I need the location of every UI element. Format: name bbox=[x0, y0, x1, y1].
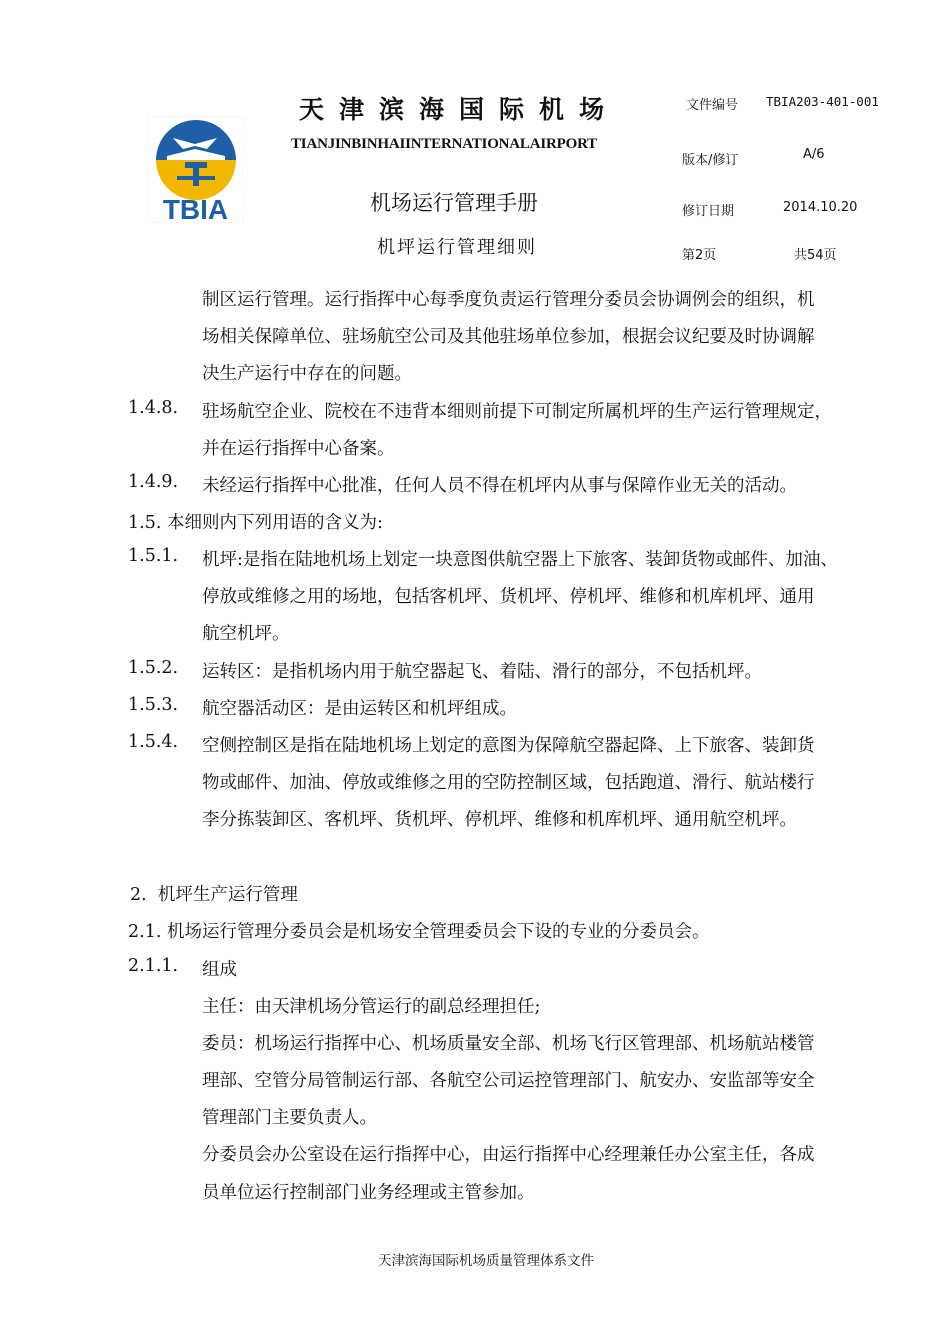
body-line: 理部、空管分局管制运行部、各航空公司运控管理部门、航安办、安监部等安全 bbox=[202, 1071, 815, 1091]
clause-number: 1.5.1. bbox=[128, 546, 179, 566]
body-line: 分委员会办公室设在运行指挥中心，由运行指挥中心经理兼任办公室主任，各成 bbox=[202, 1145, 815, 1165]
version-label: 版本/修订 bbox=[682, 153, 739, 168]
revision-date-value: 2014.10.20 bbox=[783, 200, 858, 215]
body-line: 航空器活动区：是由运转区和机坪组成。 bbox=[202, 699, 517, 719]
clause-number: 2.1.1. bbox=[128, 956, 179, 976]
clause-number: 1.4.8. bbox=[128, 398, 179, 418]
body-line: 并在运行指挥中心备案。 bbox=[202, 439, 395, 459]
clause-number: 1.5.4. bbox=[128, 732, 179, 752]
body-line: 空侧控制区是指在陆地机场上划定的意图为保障航空器起降、上下旅客、装卸货 bbox=[202, 736, 815, 756]
body-line: 机坪:是指在陆地机场上划定一块意图供航空器上下旅客、装卸货物或邮件、加油、 bbox=[202, 550, 838, 570]
body-line: 物或邮件、加油、停放或维修之用的空防控制区域，包括跑道、滑行、航站楼行 bbox=[202, 773, 815, 793]
doc-number-value: TBIA203-401-001 bbox=[766, 94, 879, 109]
body-line: 场相关保障单位、驻场航空公司及其他驻场单位参加，根据会议纪要及时协调解 bbox=[202, 327, 815, 347]
body-line: 组成 bbox=[202, 960, 237, 980]
body-line: 停放或维修之用的场地，包括客机坪、货机坪、停机坪、维修和机库机坪、通用 bbox=[202, 587, 815, 607]
header-title-en: TIANJINBINHAIINTERNATIONALAIRPORT bbox=[291, 136, 597, 152]
body-line: 管理部门主要负责人。 bbox=[202, 1108, 377, 1128]
tbia-logo bbox=[147, 116, 244, 223]
body-line: 决生产运行中存在的问题。 bbox=[202, 364, 412, 384]
section-heading: 2.1. 机场运行管理分委员会是机场安全管理委员会下设的专业的分委员会。 bbox=[128, 922, 710, 942]
chapter-heading: 2. 机坪生产运行管理 bbox=[130, 885, 298, 905]
body-line: 运转区：是指机场内用于航空器起飞、着陆、滑行的部分，不包括机坪。 bbox=[202, 662, 762, 682]
body-line: 驻场航空企业、院校在不违背本细则前提下可制定所属机坪的生产运行管理规定， bbox=[202, 402, 832, 422]
footer-text: 天津滨海国际机场质量管理体系文件 bbox=[378, 1253, 594, 1269]
body-line: 李分拣装卸区、客机坪、货机坪、停机坪、维修和机库机坪、通用航空机坪。 bbox=[202, 810, 797, 830]
manual-title: 机场运行管理手册 bbox=[370, 191, 538, 215]
total-pages: 共54页 bbox=[794, 248, 837, 263]
version-value: A/6 bbox=[803, 147, 825, 162]
body-line: 制区运行管理。运行指挥中心每季度负责运行管理分委员会协调例会的组织，机 bbox=[202, 290, 815, 310]
document-subtitle: 机坪运行管理细则 bbox=[377, 237, 537, 258]
header-title-cn: 天津滨海国际机场 bbox=[299, 95, 620, 124]
body-line: 航空机坪。 bbox=[202, 624, 290, 644]
page-number: 第2页 bbox=[682, 248, 717, 263]
section-heading: 1.5. 本细则内下列用语的含义为: bbox=[128, 513, 383, 533]
body-line: 员单位运行控制部门业务经理或主管参加。 bbox=[202, 1183, 535, 1203]
logo-text: TBIA bbox=[162, 194, 229, 223]
body-line: 未经运行指挥中心批准，任何人员不得在机坪内从事与保障作业无关的活动。 bbox=[202, 476, 797, 496]
revision-date-label: 修订日期 bbox=[682, 204, 735, 219]
doc-number-label: 文件编号 bbox=[686, 98, 739, 113]
clause-number: 1.4.9. bbox=[128, 472, 179, 492]
clause-number: 1.5.2. bbox=[128, 658, 179, 678]
clause-number: 1.5.3. bbox=[128, 695, 179, 715]
body-line: 主任：由天津机场分管运行的副总经理担任; bbox=[202, 997, 541, 1017]
body-line: 委员：机场运行指挥中心、机场质量安全部、机场飞行区管理部、机场航站楼管 bbox=[202, 1034, 815, 1054]
